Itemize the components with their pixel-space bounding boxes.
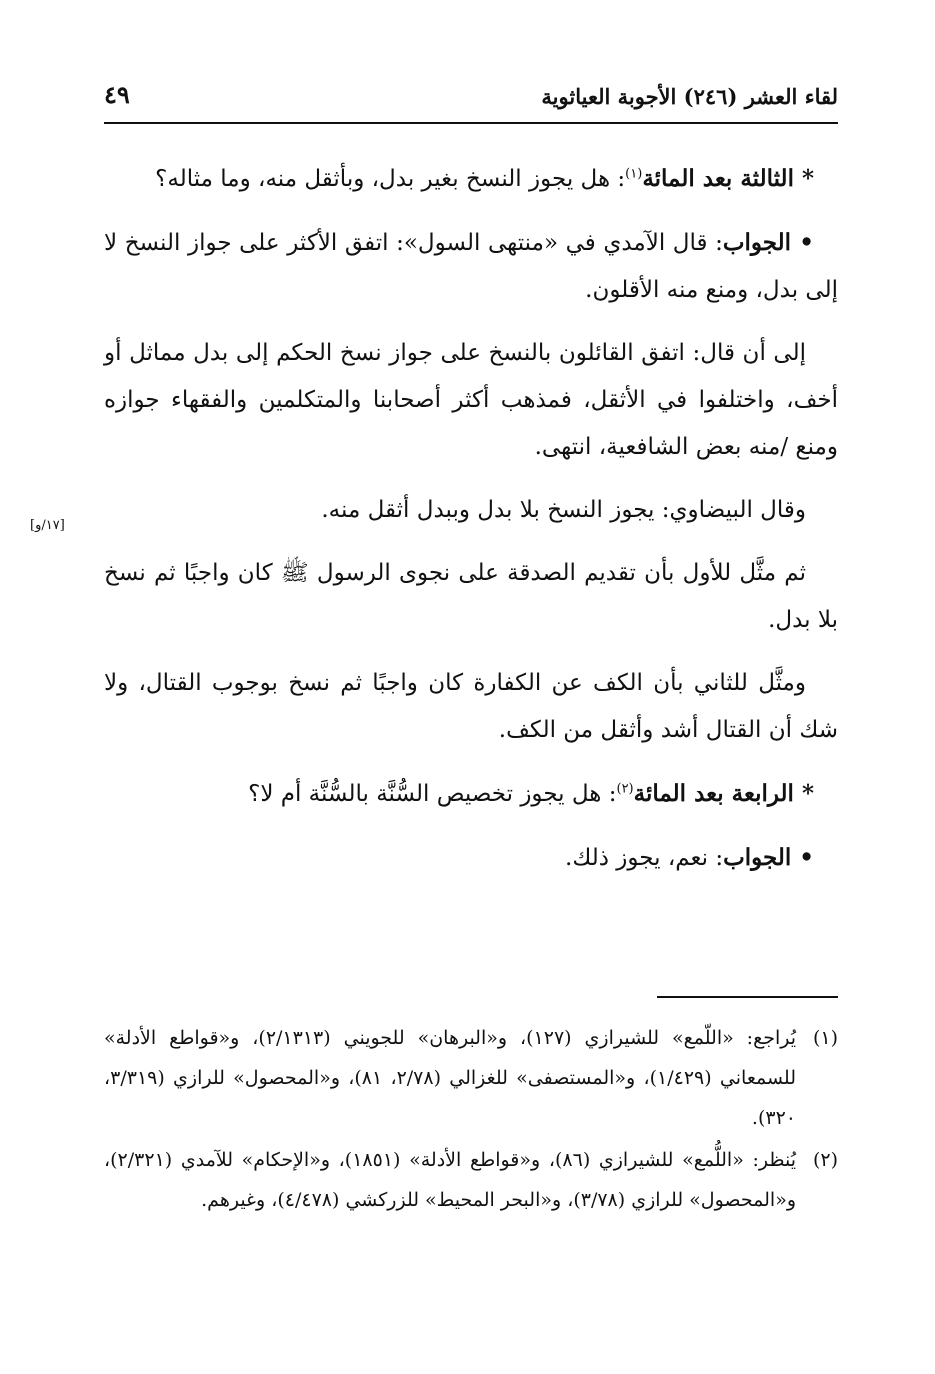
footnote-separator — [657, 996, 838, 998]
footnote-reference[interactable]: (٢) — [616, 781, 634, 797]
question-text: : هل يجوز تخصيص السُّنَّة بالسُّنَّة أم لا؟ — [248, 781, 617, 807]
footnote-number: (٢) — [812, 1149, 838, 1171]
question-103 — [104, 155, 838, 203]
manuscript-folio-marker: [١٧/و] — [30, 518, 65, 533]
question-heading: * الثالثة بعد المائة — [642, 165, 814, 192]
footnotes — [104, 1018, 838, 1222]
question-104 — [104, 770, 838, 818]
question-text: : هل يجوز النسخ بغير بدل، وبأثقل منه، وما مثاله؟ — [155, 166, 626, 192]
answer-104 — [104, 834, 838, 882]
footnote-number: (١) — [812, 1027, 838, 1049]
footnote-1 — [104, 1018, 838, 1138]
running-title: لقاء العشر (٢٤٦) الأجوبة العياثوية — [541, 84, 838, 109]
answer-heading: • الجواب — [723, 844, 814, 871]
paragraph: ثم مثَّل للأول بأن تقديم الصدقة على نجوى الرسول ﷺ كان واجبًا ثم نسخ بلا بدل. — [104, 560, 838, 633]
footnote-reference[interactable]: (١) — [625, 166, 643, 182]
page-header — [104, 78, 838, 124]
answer-text: : قال الآمدي في «منتهى السول»: اتفق الأكثر على جواز النسخ لا إلى بدل، ومنع منه الأقلون. — [104, 230, 838, 303]
answer-text: : نعم، يجوز ذلك. — [565, 845, 724, 871]
footnote-2 — [104, 1140, 838, 1220]
question-heading: * الرابعة بعد المائة — [633, 780, 814, 807]
footnote-text: يُنظر: «اللُّمع» للشيرازي (٨٦)، و«قواطع الأدلة» (١٨٥١)، و«الإحكام» للآمدي (٢/٣٢١)، و«المحصول» للرازي (٣/٧٨)، و«البحر المحيط» للزركشي (٤/٤٧٨)، وغيرهم. — [104, 1149, 796, 1211]
main-text — [104, 155, 838, 898]
paragraph: ومثَّل للثاني بأن الكف عن الكفارة كان واجبًا ثم نسخ بوجوب القتال، ولا شك أن القتال أشد وأثقل من الكف. — [104, 670, 838, 743]
page-number: ٤٩ — [104, 80, 130, 109]
footnote-text: يُراجع: «اللّمع» للشيرازي (١٢٧)، و«البرهان» للجويني (٢/١٣١٣)، و«قواطع الأدلة» للسمعاني (١/٤٢٩)، و«المستصفى» للغزالي (٢/٧٨، ٨١)، و«المحصول» للرازي (٣/٣١٩، ٣٢٠). — [104, 1027, 796, 1129]
answer-103 — [104, 219, 838, 314]
paragraph: إلى أن قال: اتفق القائلون بالنسخ على جواز نسخ الحكم إلى بدل مماثل أو أخف، واختلفوا في الأثقل، فمذهب أكثر أصحابنا والمتكلمين والفقهاء جوازه ومنع /منه بعض الشافعية، انتهى. — [104, 340, 838, 460]
answer-heading: • الجواب — [722, 229, 814, 256]
paragraph: وقال البيضاوي: يجوز النسخ بلا بدل وببدل أثقل منه. — [321, 497, 806, 523]
